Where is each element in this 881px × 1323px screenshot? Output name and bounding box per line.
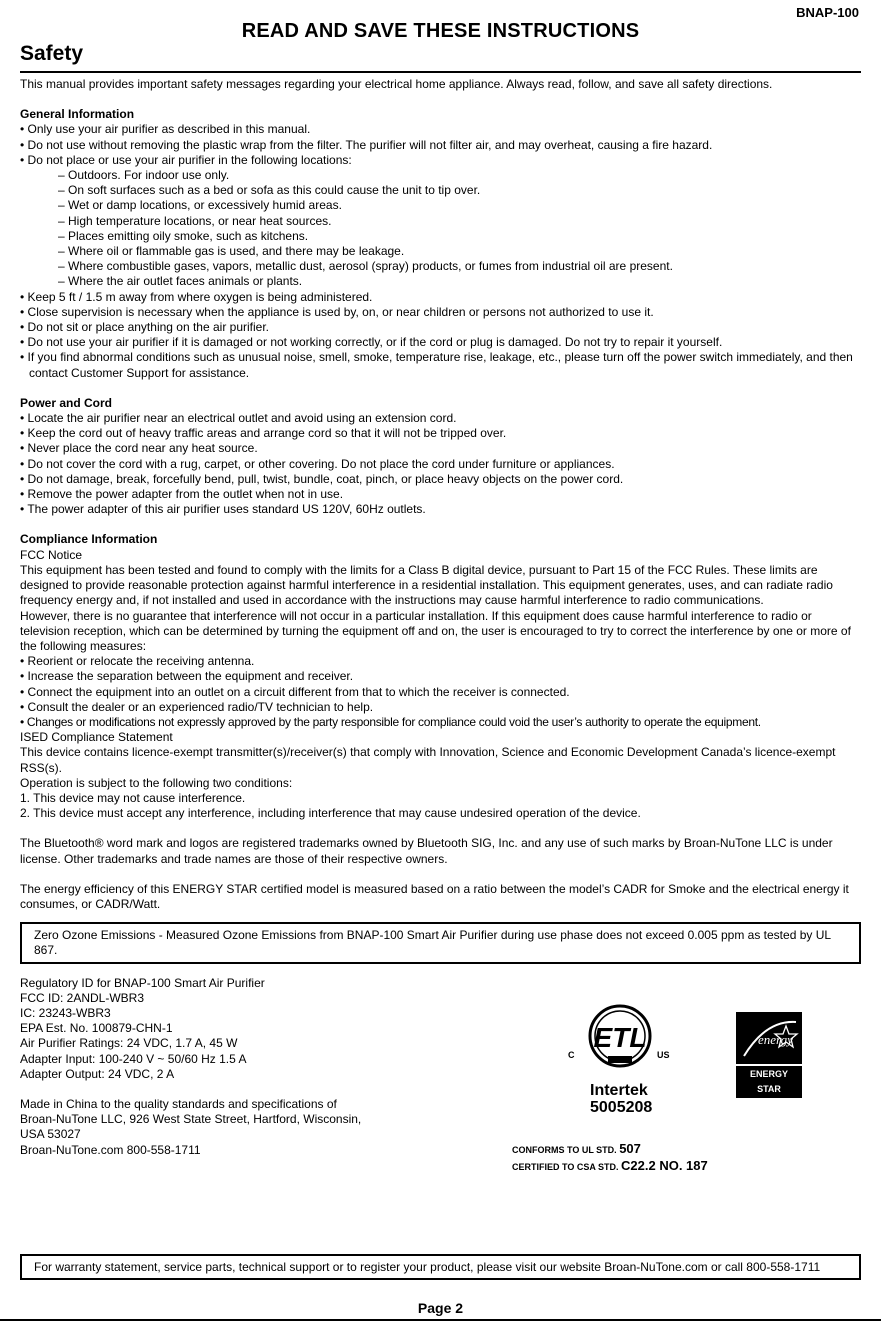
power-item: • Do not damage, break, forcefully bend, pull, twist, bundle, coat, pinch, or place heavy objects on the power cord. xyxy=(20,471,624,486)
location-item: – Wet or damp locations, or excessively humid areas. xyxy=(58,198,342,213)
general-item: • Do not place or use your air purifier in the following locations: xyxy=(20,152,352,167)
certified-label: CERTIFIED TO CSA STD. xyxy=(512,1161,619,1172)
location-item: – Where oil or flammable gas is used, and there may be leakage. xyxy=(58,244,405,259)
location-item: – High temperature locations, or near heat sources. xyxy=(58,213,332,228)
fcc-paragraph: This equipment has been tested and found to comply with the limits for a Class B digital device, pursuant to Part 15 of the FCC Rules. These limits are designed to provide reasonable protection against harmful interference in a residential installation. This equipment generates, uses, and can radiate radio frequency energy and, if not installed and used in accordance with the instructions may cause harmful interference to radio communications. xyxy=(20,562,833,608)
energy-notice: The energy efficiency of this ENERGY STAR certified model is measured based on a ratio between the model’s CADR for Smoke and the electrical energy it consumes, or CADR/Watt. xyxy=(20,881,849,911)
power-item: • Keep the cord out of heavy traffic areas and arrange cord so that it will not be tripped over. xyxy=(20,426,507,441)
header-rule xyxy=(20,71,861,73)
intertek-number: 5005208 xyxy=(590,1098,653,1116)
regulatory-line: IC: 23243-WBR3 xyxy=(20,1005,111,1020)
conforms-std: 507 xyxy=(619,1140,641,1156)
power-item: • Locate the air purifier near an electrical outlet and avoid using an extension cord. xyxy=(20,411,457,426)
regulatory-line: Adapter Output: 24 VDC, 2 A xyxy=(20,1066,175,1081)
model-number: BNAP-100 xyxy=(796,5,859,20)
location-item: – Where the air outlet faces animals or plants. xyxy=(58,274,303,289)
ised-paragraph: This device contains licence-exempt transmitter(s)/receiver(s) that comply with Innovation, Science and Economic Development Canada’s licence-exempt RSS(s). xyxy=(20,745,836,775)
general-heading: General Information xyxy=(20,107,135,122)
made-in-line: Broan-NuTone LLC, 926 West State Street, Hartford, Wisconsin, xyxy=(20,1112,362,1127)
regulatory-line: Adapter Input: 100-240 V ~ 50/60 Hz 1.5 A xyxy=(20,1051,247,1066)
power-item: • Never place the cord near any heat source. xyxy=(20,441,258,456)
intertek-name: Intertek xyxy=(590,1081,648,1099)
warranty-box xyxy=(20,1254,861,1280)
location-item: – Where combustible gases, vapors, metallic dust, aerosol (spray) products, or fumes from industrial oil are present. xyxy=(58,259,673,274)
regulatory-line: FCC ID: 2ANDL-WBR3 xyxy=(20,990,145,1005)
bluetooth-notice: The Bluetooth® word mark and logos are registered trademarks owned by Bluetooth SIG, Inc. and any use of such marks by Broan-NuTone LLC is under license. Other trademarks and trade names are those of their respective owners. xyxy=(20,836,833,866)
measure-item: • Increase the separation between the equipment and receiver. xyxy=(20,669,354,684)
general-item: • Do not sit or place anything on the air purifier. xyxy=(20,320,270,335)
made-in-line: Broan-NuTone.com 800-558-1711 xyxy=(20,1142,201,1157)
regulatory-line: Air Purifier Ratings: 24 VDC, 1.7 A, 45 W xyxy=(20,1036,238,1051)
energy-star-label: ENERGY STAR xyxy=(736,1066,802,1098)
svg-text:energy: energy xyxy=(758,1031,793,1047)
general-item: • Do not use your air purifier if it is damaged or not working correctly, or if the cord or plug is damaged. Do not try to repair it yourself. xyxy=(20,335,723,350)
made-in-line: Made in China to the quality standards and specifications of xyxy=(20,1096,337,1111)
page-number: Page 2 xyxy=(417,1300,464,1316)
document-body xyxy=(20,77,861,1173)
regulatory-line: Regulatory ID for BNAP-100 Smart Air Purifier xyxy=(20,975,265,990)
standards-conformance xyxy=(512,1141,708,1175)
conditions-intro: Operation is subject to the following two conditions: xyxy=(20,775,293,790)
condition-item: 2. This device must accept any interference, including interference that may cause undesired operation of the device. xyxy=(20,806,641,821)
measure-item: • Connect the equipment into an outlet on a circuit different from that to which the receiver is connected. xyxy=(20,684,570,699)
location-item: – On soft surfaces such as a bed or sofa as this could cause the unit to tip over. xyxy=(58,183,481,198)
fcc-paragraph: However, there is no guarantee that interference will not occur in a particular installation. If this equipment does cause harmful interference to radio or television reception, which can be determined by turning the equipment off and on, the user is encouraged to try to correct the interference by one or more of the following measures: xyxy=(20,608,851,653)
made-in-line: USA 53027 xyxy=(20,1127,81,1142)
general-item: • Close supervision is necessary when the appliance is used by, on, or near children or persons not authorized to use it. xyxy=(20,304,654,319)
warranty-text: For warranty statement, service parts, technical support or to register your product, please visit our website Broan-NuTone.com or call 800-558-1711 xyxy=(34,1260,821,1274)
energy-star-icon xyxy=(736,1012,802,1064)
etl-logo-icon xyxy=(588,1004,652,1068)
intro-text: This manual provides important safety messages regarding your electrical home appliance. Always read, follow, and save all safety directions. xyxy=(20,77,773,91)
section-title: Safety xyxy=(20,42,84,65)
location-item: – Places emitting oily smoke, such as kitchens. xyxy=(58,228,309,243)
condition-item: 1. This device may not cause interference. xyxy=(20,790,246,805)
power-item: • Do not cover the cord with a rug, carpet, or other covering. Do not place the cord under furniture or appliances. xyxy=(20,456,615,471)
energy-star-mark xyxy=(736,1012,802,1098)
svg-text:ETL: ETL xyxy=(593,1021,647,1053)
conforms-label: CONFORMS TO UL STD. xyxy=(512,1144,617,1155)
compliance-heading: Compliance Information xyxy=(20,532,158,547)
power-item: • The power adapter of this air purifier uses standard US 120V, 60Hz outlets. xyxy=(20,502,426,517)
fcc-heading: FCC Notice xyxy=(20,547,83,562)
measure-item: • Reorient or relocate the receiving antenna. xyxy=(20,654,255,669)
regulatory-section xyxy=(20,975,861,1173)
measure-item: • Consult the dealer or an experienced radio/TV technician to help. xyxy=(20,699,374,714)
general-item: • If you find abnormal conditions such as unusual noise, smell, smoke, temperature rise, leakage, etc., please turn off the power switch immediately, and then contact Customer Support for assistance. xyxy=(20,350,853,380)
general-item: • Only use your air purifier as described in this manual. xyxy=(20,122,311,137)
etl-c-label: C xyxy=(568,1049,575,1060)
power-heading: Power and Cord xyxy=(20,395,113,410)
etl-listed-mark xyxy=(560,1004,690,1116)
location-item: – Outdoors. For indoor use only. xyxy=(58,168,230,183)
ozone-text: Zero Ozone Emissions - Measured Ozone Emissions from BNAP-100 Smart Air Purifier during use phase does not exceed 0.005 ppm as tested by UL 867. xyxy=(34,928,831,958)
measure-item: • Changes or modifications not expressly approved by the party responsible for compliance could void the user’s authority to operate the equipment. xyxy=(20,714,761,729)
general-item: • Keep 5 ft / 1.5 m away from where oxygen is being administered. xyxy=(20,289,373,304)
regulatory-line: EPA Est. No. 100879-CHN-1 xyxy=(20,1021,173,1036)
certified-std: C22.2 NO. 187 xyxy=(621,1157,708,1173)
general-item: • Do not use without removing the plastic wrap from the filter. The purifier will not filter air, and may overheat, causing a fire hazard. xyxy=(20,137,713,152)
etl-us-label: US xyxy=(657,1049,670,1060)
page-title: READ AND SAVE THESE INSTRUCTIONS xyxy=(241,20,640,42)
ised-heading: ISED Compliance Statement xyxy=(20,730,173,745)
ozone-box xyxy=(20,922,861,963)
footer-rule xyxy=(0,1319,881,1321)
power-item: • Remove the power adapter from the outlet when not in use. xyxy=(20,487,344,502)
